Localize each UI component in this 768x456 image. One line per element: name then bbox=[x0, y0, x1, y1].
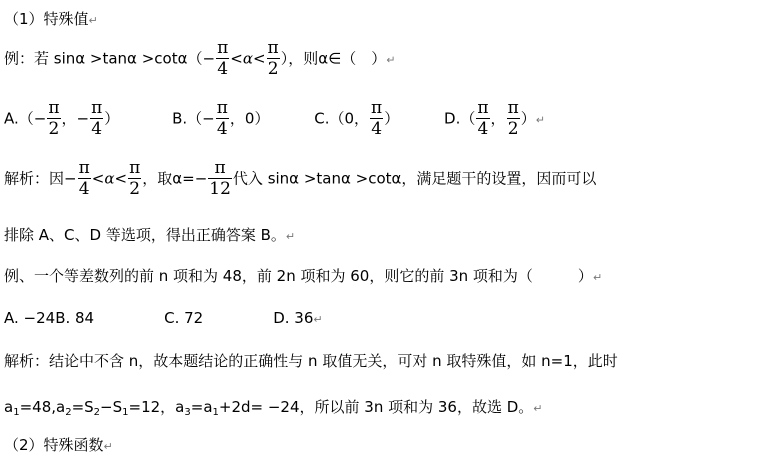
option-c bbox=[314, 100, 399, 138]
text-segment: +2d= −24，所以前 3n 项和为 36，故选 D。 bbox=[218, 398, 534, 416]
option-a-suffix: ） bbox=[104, 109, 120, 128]
analysis-2-continued bbox=[4, 396, 543, 418]
option-d-suffix: ） bbox=[520, 109, 536, 128]
section-heading-special-value bbox=[4, 8, 98, 29]
fraction-denominator: 4 bbox=[216, 119, 228, 139]
fraction-pi-over-4 bbox=[90, 100, 103, 138]
analysis-1-continued bbox=[4, 224, 295, 245]
fraction-denominator: 2 bbox=[48, 119, 60, 139]
option-c: C. 72 bbox=[164, 309, 204, 327]
example-2-text: 例、一个等差数列的前 n 项和为 48，前 2n 项和为 60，则它的前 3n 项和为（ ） bbox=[4, 267, 593, 285]
subscript: 1 bbox=[13, 407, 20, 418]
fraction-numerator: π bbox=[217, 38, 229, 58]
heading-text: （2）特殊函数 bbox=[4, 436, 104, 454]
option-a-prefix: A.（− bbox=[4, 109, 47, 128]
fraction-numerator: π bbox=[129, 158, 141, 178]
fraction-numerator: π bbox=[78, 158, 90, 178]
subscript: 2 bbox=[65, 407, 72, 418]
option-b-prefix: B.（− bbox=[172, 109, 215, 128]
example-1-suffix: ），则α∈（ ） bbox=[280, 49, 387, 68]
fraction-pi-over-12 bbox=[208, 160, 232, 198]
fraction-pi-over-4 bbox=[216, 100, 229, 138]
fraction-pi-over-4 bbox=[78, 160, 91, 198]
fraction-pi-over-4 bbox=[370, 100, 383, 138]
option-d bbox=[444, 100, 536, 138]
fraction-pi-over-4 bbox=[216, 40, 229, 78]
fraction-numerator: π bbox=[208, 160, 232, 179]
analysis-2-text: 解析：结论中不含 n，故本题结论的正确性与 n 取值无关，可对 n 取特殊值，如 n=1，此时 bbox=[4, 352, 618, 370]
text-segment: =a bbox=[190, 398, 213, 416]
text-segment: =12，a bbox=[128, 398, 185, 416]
example-2 bbox=[4, 265, 602, 286]
option-d: D. 36 bbox=[273, 309, 314, 327]
paragraph-mark-icon: ↵ bbox=[533, 402, 543, 415]
fraction-numerator: π bbox=[371, 98, 383, 118]
less-than-sign: < bbox=[230, 49, 243, 68]
fraction-denominator: 2 bbox=[129, 179, 141, 199]
fraction-denominator: 2 bbox=[507, 119, 519, 139]
analysis-1-mid: ，取α=− bbox=[142, 169, 208, 188]
paragraph-mark-icon: ↵ bbox=[386, 53, 396, 67]
fraction-denominator: 12 bbox=[209, 179, 231, 199]
option-a-b: A. −24B. 84 bbox=[4, 309, 95, 327]
option-b bbox=[172, 100, 269, 138]
analysis-1 bbox=[4, 160, 596, 198]
analysis-1-suffix: 代入 sinα >tanα >cotα，满足题干的设置，因而可以 bbox=[232, 169, 597, 188]
fraction-numerator: π bbox=[48, 98, 60, 118]
text-segment: =48,a bbox=[19, 398, 66, 416]
fraction-numerator: π bbox=[91, 98, 103, 118]
fraction-pi-over-2 bbox=[267, 40, 280, 78]
text-segment: −S bbox=[100, 398, 123, 416]
fraction-denominator: 4 bbox=[477, 119, 489, 139]
option-a-mid: ，− bbox=[61, 109, 90, 128]
fraction-numerator: π bbox=[507, 98, 519, 118]
fraction-denominator: 4 bbox=[371, 119, 383, 139]
alpha-symbol: α bbox=[242, 49, 253, 68]
option-d-prefix: D.（ bbox=[444, 109, 476, 128]
options-2 bbox=[4, 309, 323, 327]
subscript: 1 bbox=[212, 407, 219, 418]
example-1-prefix: 例：若 sinα >tanα >cotα（− bbox=[4, 49, 216, 68]
fraction-numerator: π bbox=[477, 98, 489, 118]
heading-text: （1）特殊值 bbox=[4, 10, 89, 28]
section-heading-special-function bbox=[4, 434, 113, 455]
fraction-pi-over-2 bbox=[47, 100, 60, 138]
less-than-sign: < bbox=[114, 169, 128, 188]
paragraph-mark-icon: ↵ bbox=[285, 230, 296, 243]
paragraph-mark-icon: ↵ bbox=[313, 313, 323, 326]
fraction-denominator: 4 bbox=[91, 119, 103, 139]
fraction-pi-over-2 bbox=[507, 100, 520, 138]
analysis-1-continued-text: 排除 A、C、D 等选项，得出正确答案 B。 bbox=[4, 226, 286, 244]
analysis-1-prefix: 解析：因− bbox=[4, 169, 77, 188]
fraction-numerator: π bbox=[267, 38, 279, 58]
option-b-suffix: ，0） bbox=[229, 109, 270, 128]
paragraph-mark-icon: ↵ bbox=[535, 113, 545, 127]
option-c-prefix: C.（0， bbox=[314, 109, 370, 128]
fraction-denominator: 4 bbox=[217, 59, 229, 79]
subscript: 2 bbox=[93, 407, 101, 418]
paragraph-mark-icon: ↵ bbox=[88, 14, 98, 27]
term-a: a bbox=[4, 398, 14, 416]
analysis-2 bbox=[4, 350, 618, 371]
options-1 bbox=[4, 100, 545, 138]
option-a bbox=[4, 100, 119, 138]
alpha-symbol: α bbox=[104, 169, 115, 188]
fraction-denominator: 2 bbox=[267, 59, 279, 79]
fraction-pi-over-4 bbox=[476, 100, 489, 138]
less-than-sign: < bbox=[252, 49, 266, 68]
option-c-suffix: ） bbox=[384, 109, 400, 128]
subscript: 1 bbox=[122, 407, 129, 418]
subscript: 3 bbox=[184, 407, 191, 418]
option-d-mid: ， bbox=[490, 109, 506, 128]
paragraph-mark-icon: ↵ bbox=[592, 271, 603, 284]
fraction-pi-over-2 bbox=[128, 160, 141, 198]
text-segment: =S bbox=[71, 398, 94, 416]
example-1 bbox=[4, 40, 395, 78]
less-than-sign: < bbox=[91, 169, 105, 188]
paragraph-mark-icon: ↵ bbox=[103, 440, 113, 453]
fraction-numerator: π bbox=[216, 98, 228, 118]
fraction-denominator: 4 bbox=[78, 179, 90, 199]
